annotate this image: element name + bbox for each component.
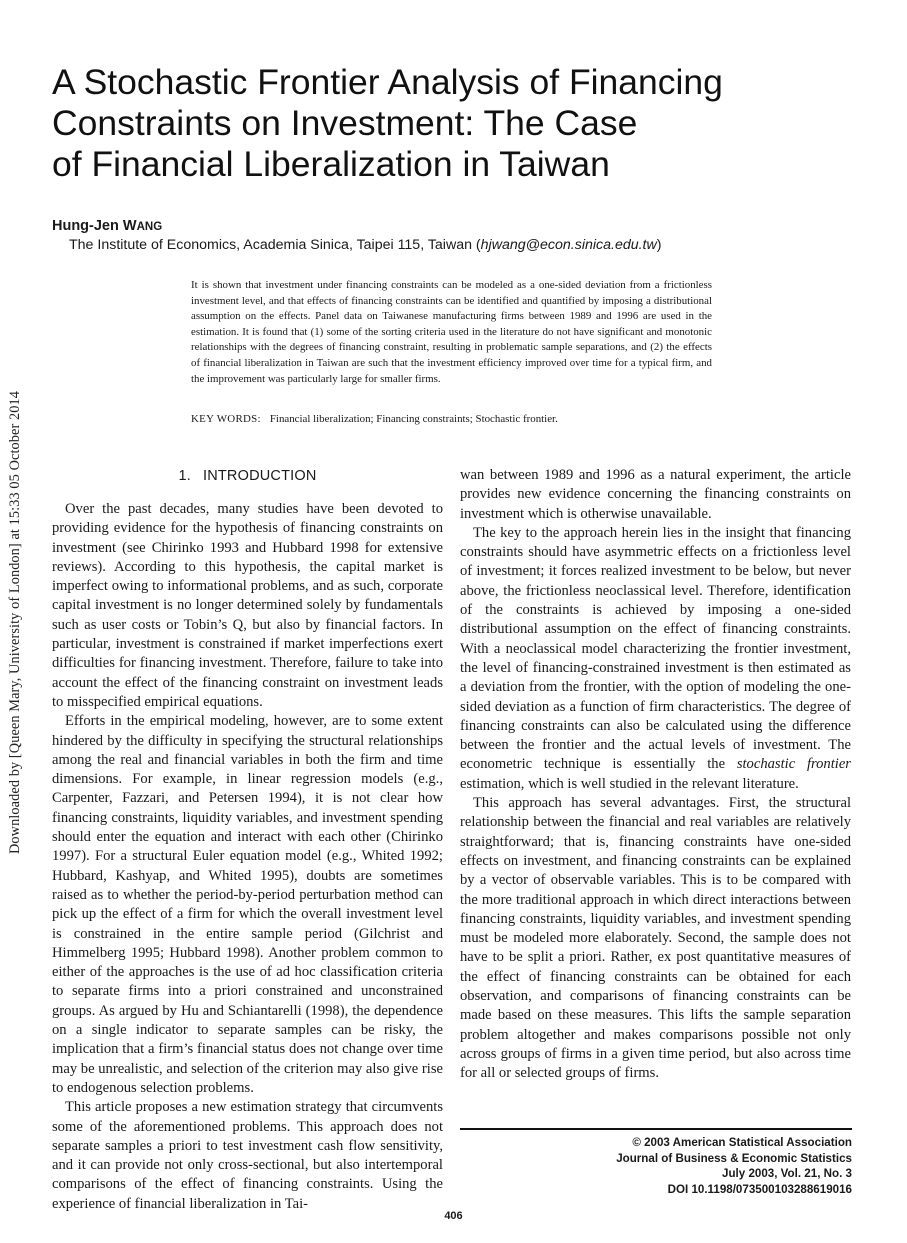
title-line: A Stochastic Frontier Analysis of Financing (52, 62, 723, 102)
journal-name: Journal of Business & Economic Statistics (616, 1151, 852, 1165)
author-email[interactable]: hjwang@econ.sinica.edu.tw (480, 237, 657, 253)
footer-rule (460, 1128, 852, 1130)
affiliation-text: The Institute of Economics, Academia Sinica, Taipei 115, Taiwan ( (69, 237, 481, 253)
author-name-main: Hung-Jen W (52, 218, 137, 234)
body-paragraph-continued: wan between 1989 and 1996 as a natural experiment, the article provides new evidence concerning the financing constraints on investment which is otherwise unavailable. (460, 467, 851, 522)
author-name (52, 218, 162, 234)
keywords-text: Financial liberalization; Financing constraints; Stochastic frontier. (269, 413, 558, 425)
body-paragraph: This article proposes a new estimation strategy that circumvents some of the aforementioned problems. This approach does not separate samples a priori to test investment cash flow sensitivity, and it can provide not only cross-sectional, but also intertemporal comparisons of the effect of financing constraints. Using the experience of financial liberalization in Tai- (52, 1099, 443, 1212)
emphasis-term: stochastic frontier (736, 756, 851, 773)
issue-info: July 2003, Vol. 21, No. 3 (722, 1167, 852, 1180)
publication-info (616, 1135, 852, 1197)
author-affiliation (69, 237, 661, 253)
keywords-label: KEY WORDS: (191, 413, 261, 425)
abstract: It is shown that investment under financing constraints can be modeled as a one-sided deviation from a frictionless investment level, and that effects of financing constraints can be identified and quantified by imposing a distributional assumption on the effects. Panel data on Taiwanese manufacturing firms between 1989 and 1996 are used in the estimation. It is found that (1) some of the sorting criteria used in the literature do not have significant and monotonic relationships with the degrees of financing constraint, resulting in problematic sample separations, and (2) the effects of financial liberalization in Taiwan are such that the investment efficiency improved over time for a typical firm, and the improvement was particularly large for smaller firms. (191, 279, 712, 385)
body-paragraph (460, 524, 851, 794)
paper-title (52, 62, 852, 185)
body-paragraph: This approach has several advantages. First, the structural relationship between the financial and real variables are relatively straightforward; that is, financing constraints have one-sided effects on investment, and financing constraints can be explained by a vector of observable variables. This is to be compared with the more traditional approach in which direct interactions between financing constraints, liquidity variables, and investment spending must be modeled more elaborately. Second, the sample does not have to be split a priori. Rather, ex post quantitative measures of the effect of financing constraints can be obtained for each observation, and comparisons of financing constraints can be made based on these measures. This lifts the sample separation problem altogether and makes comparisons possible not only across groups of firms in a given time period, but also across time for all or selected groups of firms. (460, 795, 851, 1082)
body-paragraph: Efforts in the empirical modeling, however, are to some extent hindered by the difficulty in specifying the structural relationships among the real and financial variables in both the firm and time dimensions. For example, in linear regression models (e.g., Carpenter, Fazzari, and Petersen 1994), it is not clear how financing constraints, liquidity variables, and investment spending should enter the equation and interact with each other (Chirinko 1997). For a structural Euler equation model (e.g., Whited 1992; Hubbard, Kashyap, and Whited 1995), doubts are sometimes raised as to whether the period-by-period perturbation method can pick up the effect of a firm for which the overall investment level is constrained in the entire sample period (Gilchrist and Himmelberg 1995; Hubbard 1998). Another problem common to either of the approaches is the use of ad hoc classification criteria to separate firms into a priori constrained and unconstrained groups. As argued by Hu and Schiantarelli (1998), the dependence on a single indicator to separate samples can be risky, the implication that a firm’s financial status does not change over time may be unrealistic, and selection of the criterion may also give rise to endogenous selection problems. (52, 713, 443, 1096)
download-watermark (2, 372, 28, 872)
doi[interactable]: DOI 10.1198/073500103288619016 (667, 1182, 852, 1196)
title-line: of Financial Liberalization in Taiwan (52, 144, 610, 184)
section-number: 1. (178, 468, 191, 484)
author-name-smallcaps: ANG (136, 221, 163, 233)
section-title: INTRODUCTION (202, 468, 317, 484)
body-paragraph: Over the past decades, many studies have been devoted to providing evidence for the hypothesis of financing constraints on investment (see Chirinko 1993 and Hubbard 1998 for extensive reviews). According to this hypothesis, the capital market is imperfect owing to informational problems, and as such, corporate capital investment is no longer determined solely by fundamentals such as user costs or Tobin’s Q, but also by financial factors. In particular, investment is constrained if market imperfections exert difficulties for financing investment. Therefore, failure to take into account the effect of the financing constraint on investment leads to misspecified empirical equations. (52, 501, 443, 710)
copyright-line: © 2003 American Statistical Association (632, 1136, 852, 1149)
keywords (191, 413, 558, 425)
right-column (460, 466, 851, 1084)
left-column (52, 466, 443, 1214)
affiliation-close: ) (656, 237, 662, 253)
paragraph-text: The key to the approach herein lies in the insight that financing constraints should have asymmetric effects on a frictionless level of investment; it forces realized investment to be below, but never above, the frictionless neoclassical level. Therefore, identification of the constraints is achieved by imposing a one-sided distributional assumption on the effect of financing constraints. With a neoclassical model characterizing the frontier investment, the level of financing-constrained investment is then estimated as a deviation from the frontier, with the option of modeling the one-sided deviation as a function of firm characteristics. The degree of financing constraints can also be calculated using the difference between the frontier and the actual levels of investment. The econometric technique is essentially the (460, 524, 851, 773)
page-number: 406 (444, 1210, 463, 1222)
title-line: Constraints on Investment: The Case (52, 103, 638, 143)
download-note: Downloaded by [Queen Mary, University of London] at 15:33 05 October 2014 (6, 390, 23, 854)
section-heading (52, 466, 443, 486)
paragraph-text: estimation, which is well studied in the relevant literature. (460, 775, 799, 792)
